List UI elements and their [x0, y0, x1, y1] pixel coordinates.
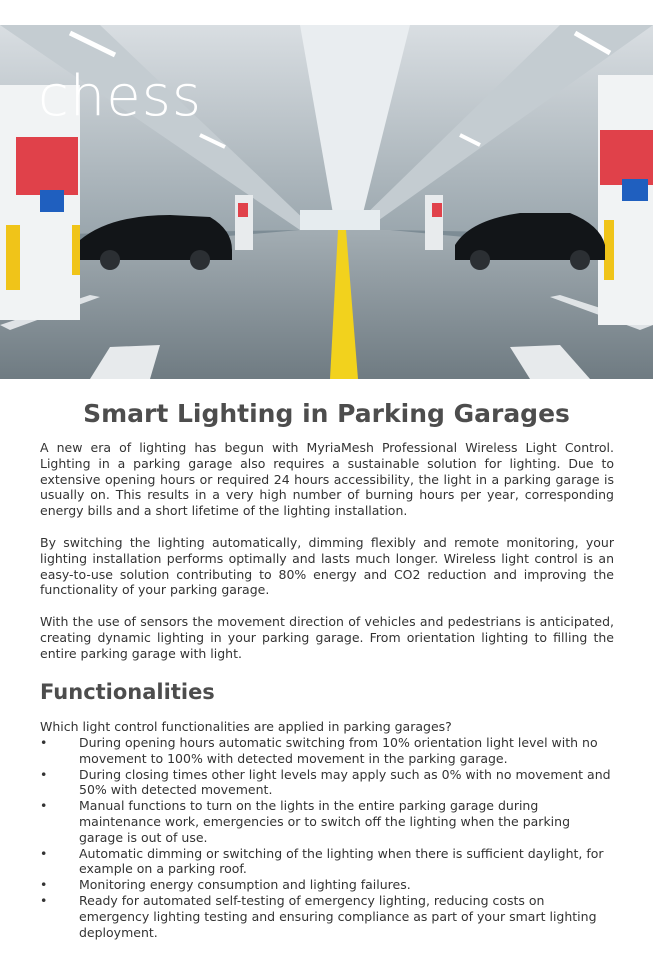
brand-logo: chess — [38, 64, 203, 129]
hero-image — [0, 25, 653, 379]
functionalities-heading: Functionalities — [40, 680, 215, 704]
intro-paragraph: A new era of lighting has begun with MyriaMesh Professional Wireless Light Control. Lighting in a parking garage also requires a sustainable solution for lighting. Due to extensive opening hours or required 24 hours accessibility, the light in a parking garage is usually on. This results in a very high number of burning hours per year, corresponding energy bills and a short lifetime of the lighting installation. — [40, 440, 614, 519]
list-item — [40, 767, 614, 799]
bullet: • — [40, 798, 48, 814]
bullet: • — [40, 735, 48, 750]
list-item — [40, 735, 614, 767]
list-item — [40, 893, 614, 940]
list-item-text: Manual functions to turn on the lights in the entire parking garage during maintenance work, emergencies or to switch off the lighting when the parking garage is out of use. — [79, 798, 571, 845]
list-item-text: Monitoring energy consumption and lighting failures. — [79, 877, 411, 893]
bullet: • — [40, 766, 48, 782]
list-item — [40, 798, 614, 845]
list-item-text: During opening hours automatic switching from 10% orientation light level with no movement to 100% with detected movement in the parking garage. — [79, 735, 598, 766]
sensors-paragraph: With the use of sensors the movement direction of vehicles and pedestrians is anticipated, creating dynamic lighting in your parking garage. From orientation lighting to filling the entire parking garage with light. — [40, 614, 614, 661]
benefits-paragraph: By switching the lighting automatically, dimming flexibly and remote monitoring, your lighting installation performs optimally and lasts much longer. Wireless light control is an easy-to-use solution contributing to 80% energy and CO2 reduction and improving the functionality of your parking garage. — [40, 535, 614, 598]
bullet: • — [40, 845, 48, 861]
list-item — [40, 877, 614, 893]
list-item-text: During closing times other light levels may apply such as 0% with no movement and 50% with detected movement. — [79, 766, 611, 798]
bullet: • — [40, 892, 48, 908]
functionalities-intro: Which light control functionalities are applied in parking garages? — [40, 719, 452, 734]
functionalities-list — [40, 735, 614, 940]
list-item-text: Automatic dimming or switching of the lighting when there is sufficient daylight, for example on a parking roof. — [79, 845, 604, 877]
list-item — [40, 846, 614, 878]
page-title: Smart Lighting in Parking Garages — [83, 399, 570, 428]
bullet: • — [40, 877, 48, 893]
list-item-text: Ready for automated self-testing of emergency lighting, reducing costs on emergency lighting testing and ensuring compliance as part of your smart lighting deployment. — [79, 892, 597, 940]
